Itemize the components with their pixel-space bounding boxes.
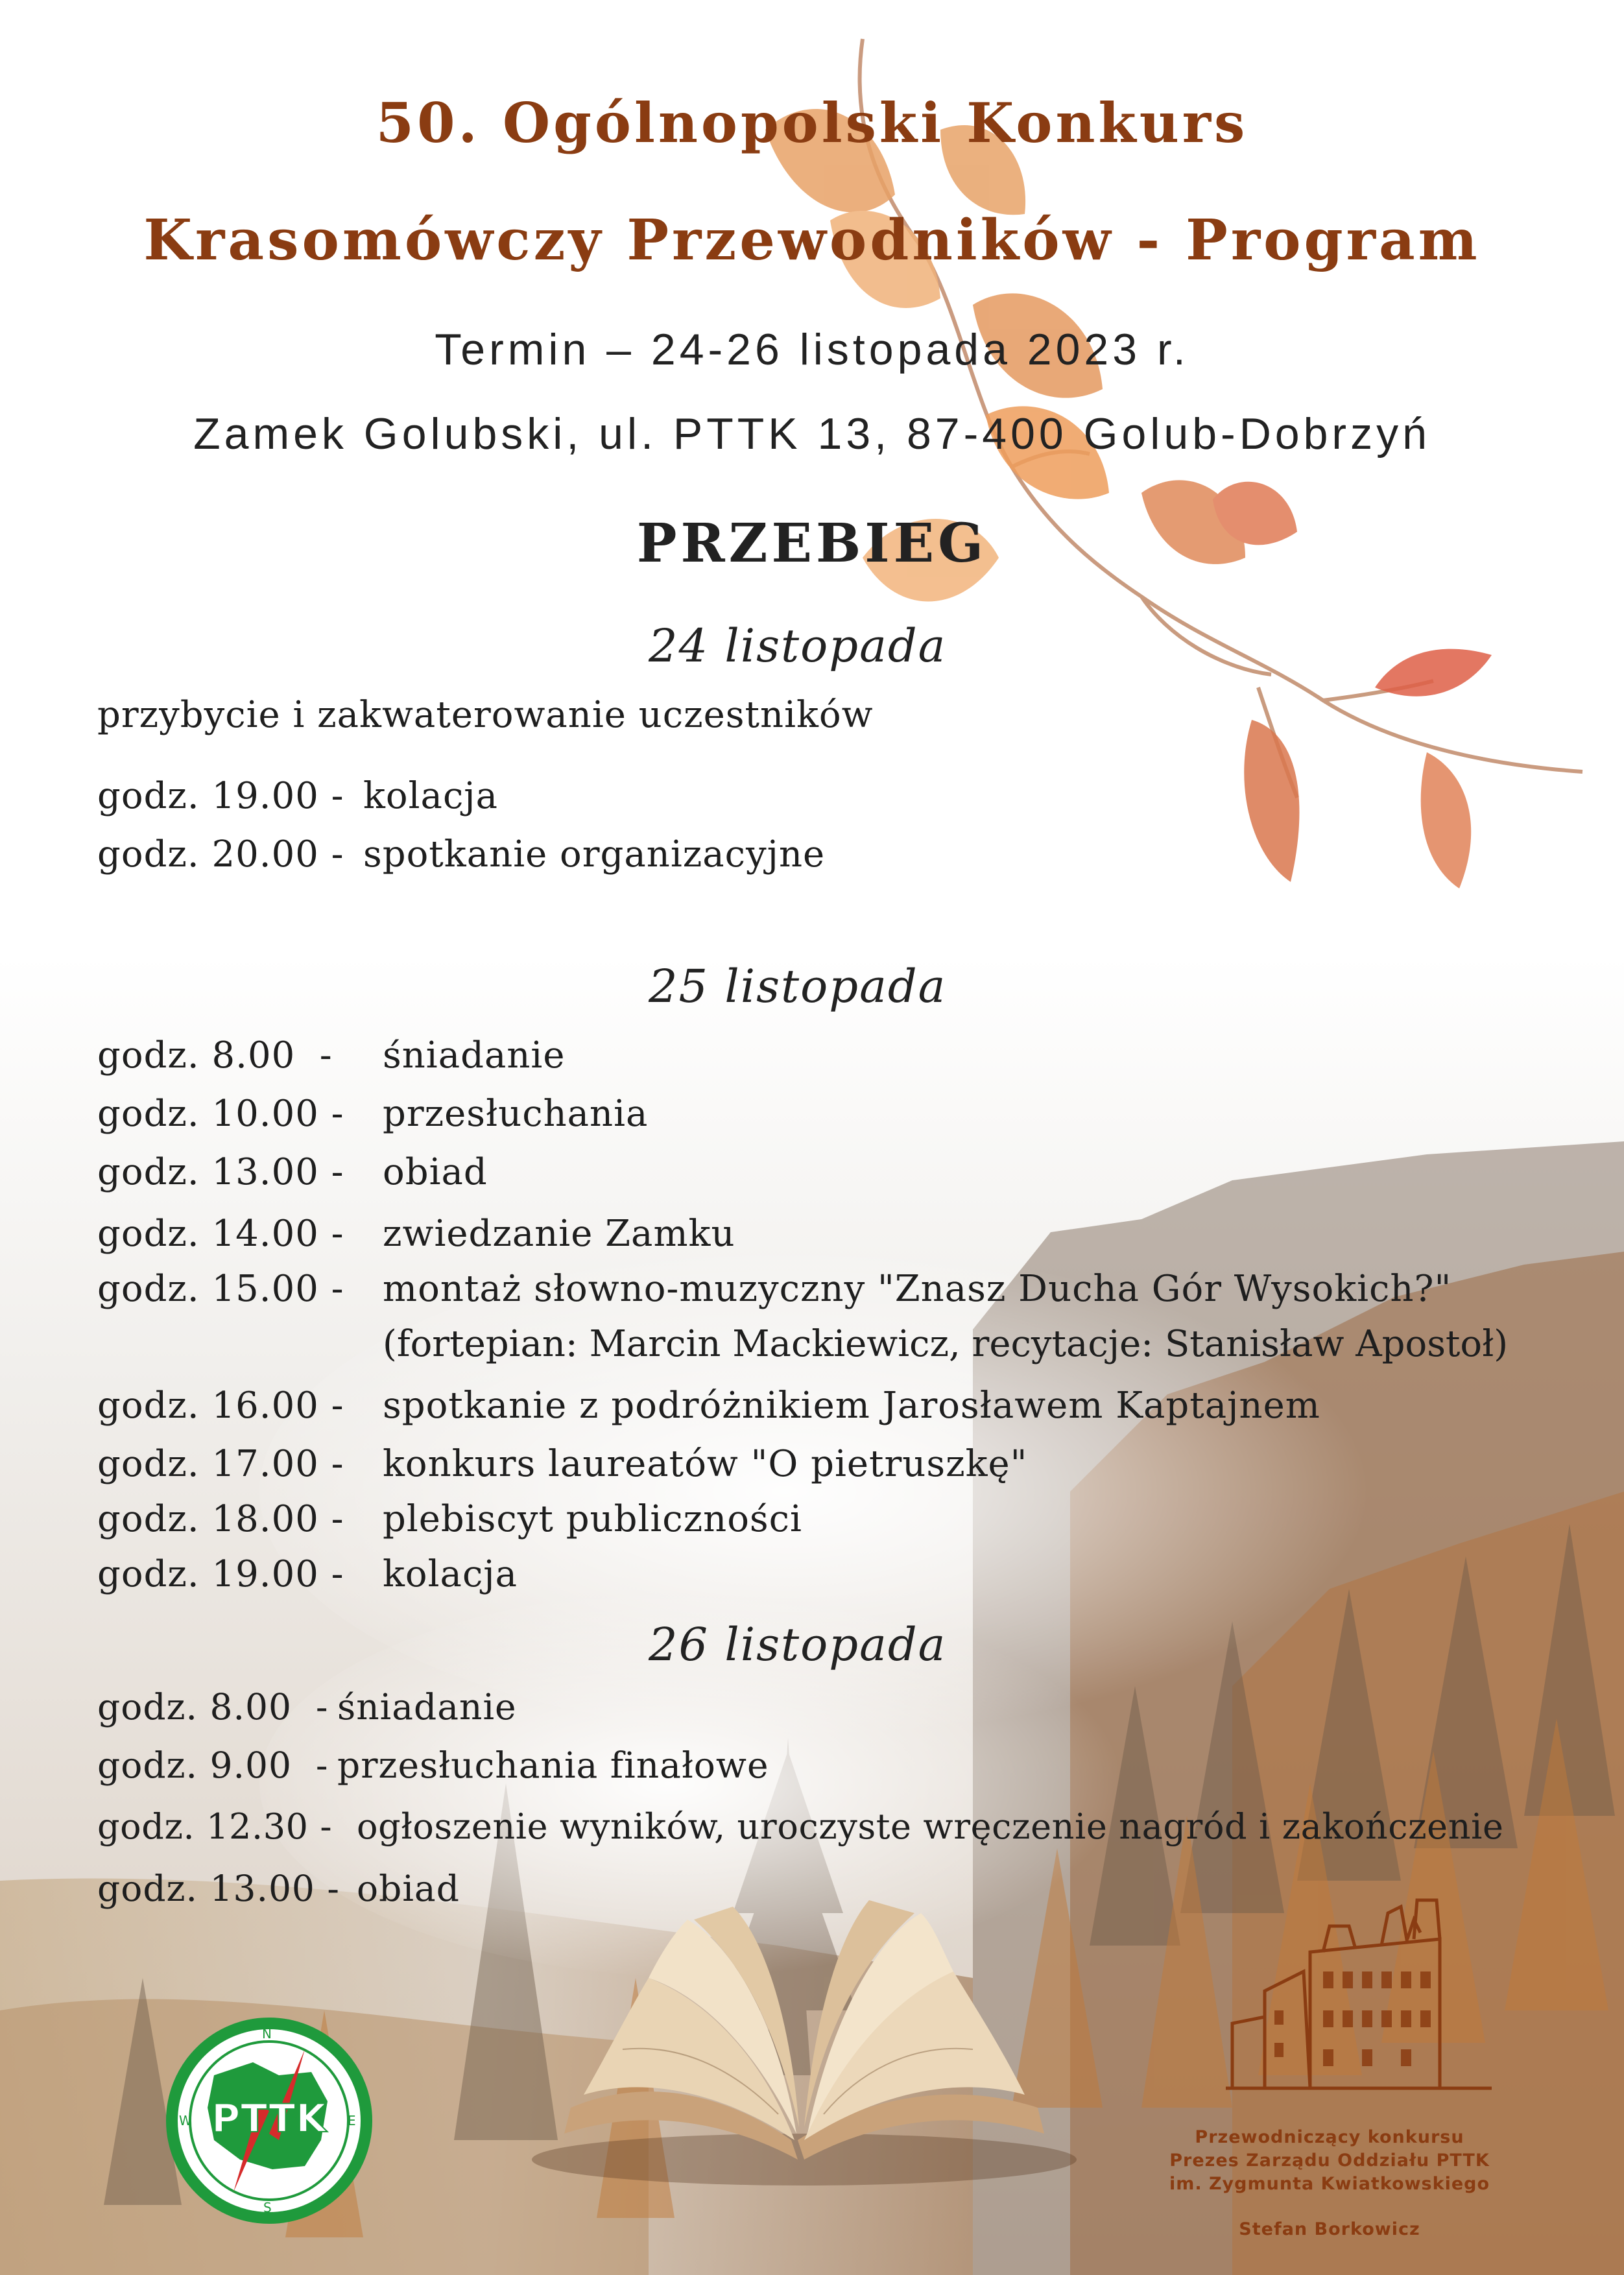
time: godz. 20.00 - — [97, 833, 344, 875]
event: śniadanie — [383, 1034, 566, 1077]
section-heading: PRZEBIEG — [636, 512, 988, 575]
time: godz. 13.00 - — [97, 1868, 340, 1909]
signature-line-3: im. Zygmunta Kwiatkowskiego — [1169, 2174, 1490, 2194]
venue-line: Zamek Golubski, ul. PTTK 13, 87-400 Golub-Dobrzyń — [193, 409, 1431, 459]
time: godz. 8.00 - — [97, 1686, 329, 1728]
time: godz. 15.00 - — [97, 1268, 344, 1310]
time: godz. 13.00 - — [97, 1151, 344, 1193]
event: śniadanie — [337, 1686, 517, 1728]
event: plebiscyt publiczności — [383, 1498, 802, 1540]
event: kolacja — [363, 775, 499, 817]
event: montaż słowno-muzyczny "Znasz Ducha Gór Wysokich?" — [383, 1268, 1452, 1310]
time: godz. 12.30 - — [97, 1806, 333, 1847]
compass-s: S — [263, 2200, 272, 2215]
time: godz. 16.00 - — [97, 1385, 344, 1427]
signature-line-2: Prezes Zarządu Oddziału PTTK — [1169, 2150, 1490, 2171]
day-label-25: 25 listopada — [649, 960, 947, 1013]
day-label-24: 24 listopada — [649, 619, 947, 673]
title-line-1: 50. Ogólnopolski Konkurs — [376, 91, 1248, 155]
compass-w: W — [179, 2113, 192, 2128]
event: spotkanie z podróżnikiem Jarosławem Kaptajnem — [383, 1385, 1320, 1427]
pttk-logo-text: PTTK — [211, 2096, 327, 2141]
event: konkurs laureatów "O pietruszkę" — [383, 1443, 1028, 1485]
arrival-text: przybycie i zakwaterowanie uczestników — [97, 694, 874, 736]
day-label-26: 26 listopada — [649, 1618, 947, 1671]
event: obiad — [357, 1868, 460, 1909]
date-line: Termin – 24-26 listopada 2023 r. — [435, 325, 1189, 374]
time: godz. 19.00 - — [97, 775, 344, 817]
time: godz. 8.00 - — [97, 1034, 333, 1077]
event: spotkanie organizacyjne — [363, 833, 826, 875]
time: godz. 14.00 - — [97, 1213, 344, 1255]
event: przesłuchania — [383, 1093, 649, 1135]
title-line-2: Krasomówczy Przewodników - Program — [143, 208, 1481, 273]
compass-e: E — [348, 2113, 356, 2128]
time: godz. 19.00 - — [97, 1553, 344, 1595]
time: godz. 17.00 - — [97, 1443, 344, 1485]
event: ogłoszenie wyników, uroczyste wręczenie nagród i zakończenie — [357, 1806, 1504, 1847]
signature-line-1: Przewodniczący konkursu — [1195, 2127, 1464, 2147]
time: godz. 10.00 - — [97, 1093, 344, 1135]
time: godz. 18.00 - — [97, 1498, 344, 1540]
time: godz. 9.00 - — [97, 1745, 329, 1786]
signature-name: Stefan Borkowicz — [1239, 2219, 1420, 2239]
event: przesłuchania finałowe — [337, 1745, 769, 1786]
event: kolacja — [383, 1553, 518, 1595]
compass-n: N — [262, 2026, 272, 2042]
event: obiad — [383, 1151, 488, 1193]
event: zwiedzanie Zamku — [383, 1213, 735, 1255]
event-continuation: (fortepian: Marcin Mackiewicz, recytacje: Stanisław Apostoł) — [383, 1323, 1509, 1365]
